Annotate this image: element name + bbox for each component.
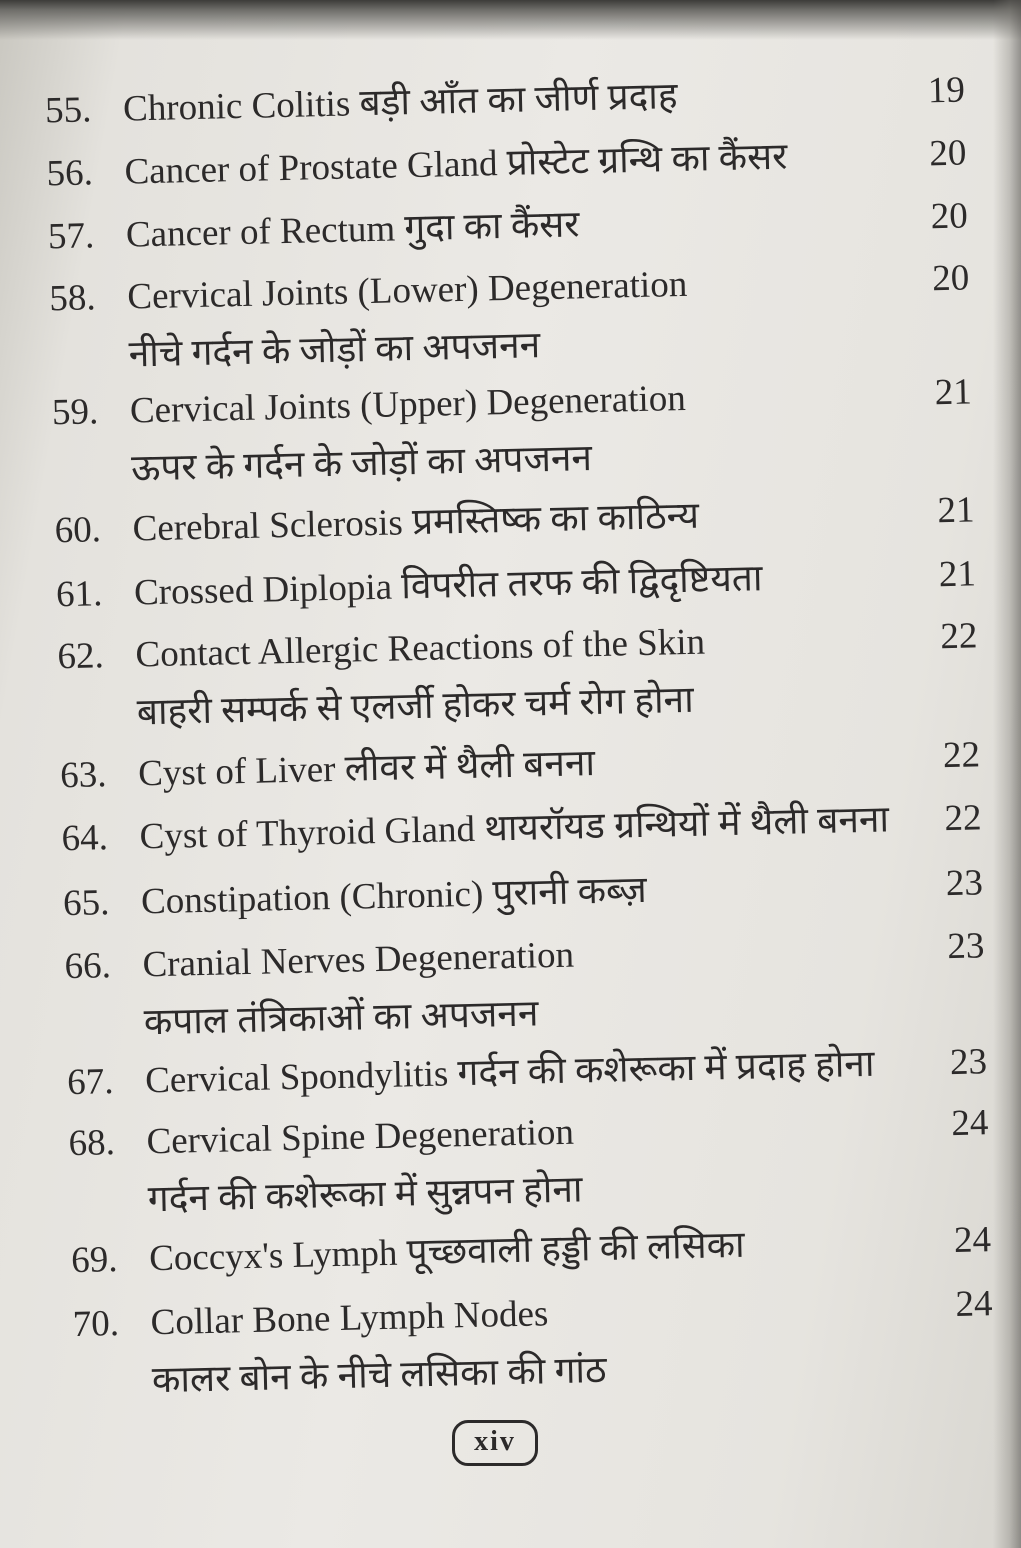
entry-number: 66. [64,945,112,988]
entry-title: Cranial Nerves Degeneration [142,934,575,986]
entry-number: 60. [54,509,102,552]
entry-number: 58. [48,277,97,320]
entry-title: Cervical Joints (Upper) Degeneration [129,377,687,432]
entry-title: Cyst of Liver लीवर में थैली बनना [137,743,596,795]
entry-page-number: 23 [949,1041,988,1084]
entry-number: 65. [62,882,110,925]
entry-page-number: 21 [938,553,977,596]
entry-number: 55. [44,89,92,132]
entry-page-number: 23 [945,862,984,905]
entry-number: 69. [70,1239,118,1282]
entry-page-number: 19 [927,69,966,112]
entry-title: Coccyx's Lymph पूच्छवाली हड्डी की लसिका [148,1224,746,1280]
entry-hindi-subtitle: नीचे गर्दन के जोड़ों का अपजनन [128,325,541,376]
entry-title: Chronic Colitis बड़ी आँत का जीर्ण प्रदाह [122,76,678,130]
page-right-edge-shadow [993,0,1021,1548]
entry-page-number: 20 [928,132,967,175]
entry-page-number: 24 [950,1102,989,1145]
entry-title: Crossed Diplopia विपरीत तरफ की द्विदृष्टियता [133,558,763,614]
entry-page-number: 20 [931,257,970,300]
entry-number: 56. [46,152,94,195]
entry-title: Contact Allergic Reactions of the Skin [135,621,706,676]
entry-page-number: 24 [953,1219,992,1262]
entry-title: Cerebral Sclerosis प्रमस्तिष्क का काठिन्य [132,495,700,550]
page-number-badge: xiv [452,1420,538,1466]
entry-title: Collar Bone Lymph Nodes [150,1293,549,1344]
entry-title: Cervical Joints (Lower) Degeneration [126,263,688,318]
entry-number: 67. [66,1061,114,1104]
entry-number: 61. [55,573,103,616]
entry-hindi-subtitle: बाहरी सम्पर्क से एलर्जी होकर चर्म रोग होना [136,679,695,734]
entry-title: Cancer of Rectum गुदा का कैंसर [125,204,580,256]
entry-page-number: 21 [934,371,973,414]
entry-hindi-subtitle: गर्दन की कशेरूका में सुन्नपन होना [147,1169,583,1221]
entry-number: 68. [68,1122,116,1165]
entry-page-number: 22 [939,615,978,658]
entry-hindi-subtitle: ऊपर के गर्दन के जोड़ों का अपजनन [130,438,593,490]
entry-page-number: 23 [946,925,985,968]
contents-entry-55 [44,62,966,132]
entry-page-number: 22 [943,797,982,840]
entry-hindi-subtitle: कपाल तंत्रिकाओं का अपजनन [143,993,539,1044]
entry-number: 59. [51,391,99,434]
entry-page-number: 22 [942,734,981,777]
entry-number: 62. [57,635,105,678]
entry-number: 57. [47,215,95,258]
entry-title: Cyst of Thyroid Gland थायरॉयड ग्रन्थियों में थैली बनना [139,799,890,858]
entry-hindi-subtitle: कालर बोन के नीचे लसिका की गांठ [151,1349,607,1402]
entry-number: 64. [61,817,109,860]
entry-number: 63. [59,754,107,797]
entry-page-number: 20 [930,195,969,238]
entry-title: Cervical Spondylitis गर्दन की कशेरूका में प्रदाह होना [144,1043,875,1102]
entry-title: Constipation (Chronic) पुरानी कब्ज़ [140,869,648,923]
entry-number: 70. [72,1303,120,1346]
entry-page-number: 21 [936,489,975,532]
entry-title: Cervical Spine Degeneration [146,1111,575,1163]
entry-page-number: 24 [955,1283,993,1326]
entry-title: Cancer of Prostate Gland प्रोस्टेट ग्रन्थि का कैंसर [124,136,788,193]
